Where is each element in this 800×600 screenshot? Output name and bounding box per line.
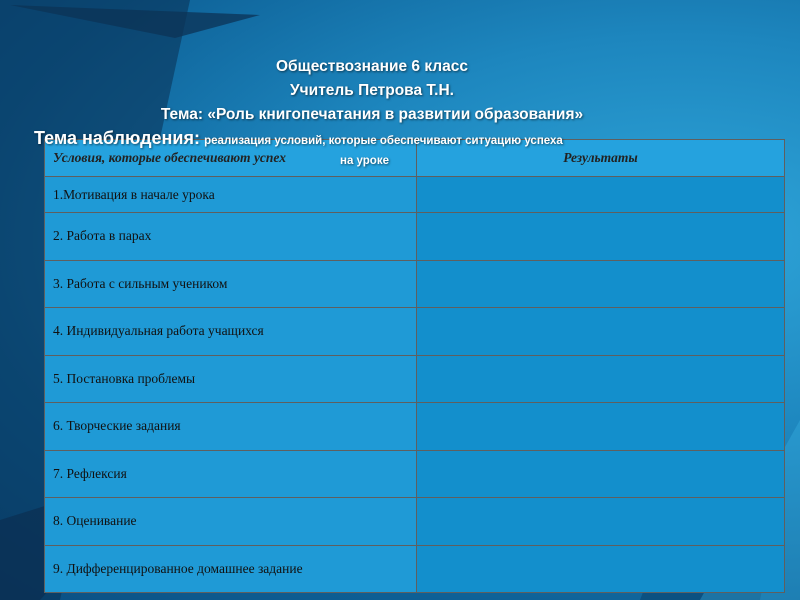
observation-topic-label: Тема наблюдения: [34, 128, 200, 148]
table-row [45, 177, 785, 213]
condition-cell: 7. Рефлексия [45, 450, 417, 498]
observation-topic [34, 128, 734, 149]
condition-cell: 3. Работа с сильным учеником [45, 260, 417, 308]
lesson-topic: Тема: «Роль книгопечатания в развитии образования» [160, 106, 584, 123]
result-cell [417, 403, 785, 451]
observation-topic-continuation: на уроке [340, 155, 389, 167]
table-row [45, 450, 785, 498]
result-cell [417, 450, 785, 498]
table-row [45, 403, 785, 451]
result-cell [417, 308, 785, 356]
table-row [45, 260, 785, 308]
observation-table [44, 139, 785, 593]
table-row [45, 355, 785, 403]
result-cell [417, 213, 785, 261]
result-cell [417, 498, 785, 546]
table-row [45, 308, 785, 356]
column-header-results: Результаты [417, 140, 785, 177]
condition-cell: 6. Творческие задания [45, 403, 417, 451]
subject-title: Обществознание 6 класс [275, 58, 468, 75]
result-cell [417, 177, 785, 213]
condition-cell: 4. Индивидуальная работа учащихся [45, 308, 417, 356]
table-row [45, 213, 785, 261]
condition-cell: 5. Постановка проблемы [45, 355, 417, 403]
observation-topic-text: реализация условий, которые обеспечивают ситуацию успеха [204, 135, 563, 147]
table-row [45, 498, 785, 546]
table-row [45, 545, 785, 593]
result-cell [417, 545, 785, 593]
condition-cell: 2. Работа в парах [45, 213, 417, 261]
condition-cell: 1.Мотивация в начале урока [45, 177, 417, 213]
result-cell [417, 355, 785, 403]
condition-cell: 8. Оценивание [45, 498, 417, 546]
column-header-conditions: Условия, которые обеспечивают успех [45, 140, 417, 177]
teacher-name: Учитель Петрова Т.Н. [290, 82, 454, 99]
result-cell [417, 260, 785, 308]
condition-cell: 9. Дифференцированное домашнее задание [45, 545, 417, 593]
